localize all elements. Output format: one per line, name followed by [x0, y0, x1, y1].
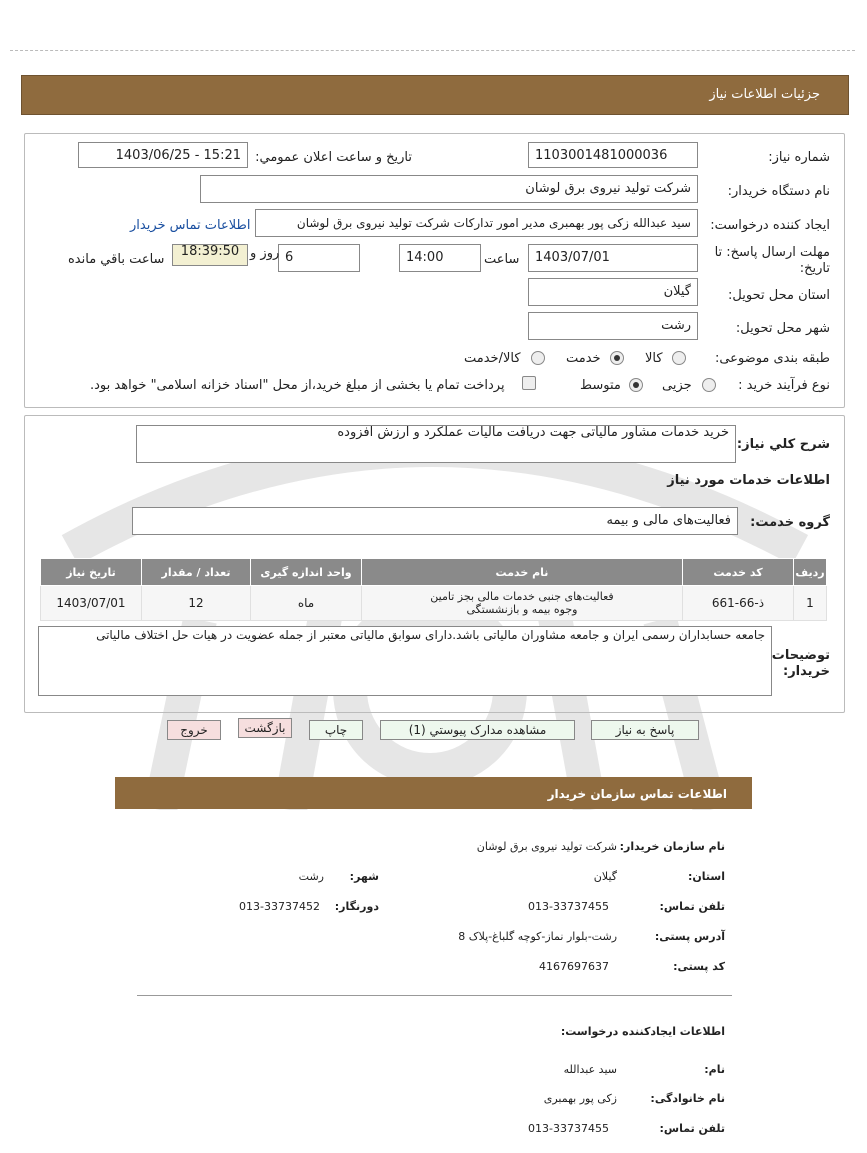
- col-qty-header: تعداد / مقدار: [142, 559, 251, 586]
- category-option-goods-service: کالا/خدمت: [464, 351, 521, 366]
- treasury-payment-note: پرداخت تمام یا بخشی از مبلغ خرید،از محل "اسناد خزانه اسلامی" خواهد بود.: [90, 378, 505, 393]
- buyer-contact-link[interactable]: اطلاعات تماس خريدار: [130, 218, 251, 233]
- days-label: روز و: [250, 246, 280, 261]
- cell-row: 1: [794, 586, 827, 621]
- services-heading: اطلاعات خدمات مورد نياز: [667, 473, 830, 488]
- buyer-org-label: نام دستگاه خريدار:: [727, 184, 830, 199]
- contact-province-label: استان:: [688, 870, 725, 883]
- hour-label: ساعت: [484, 252, 520, 267]
- contact-city-value: رشت: [298, 870, 324, 883]
- buyer-org-field: شرکت تولید نیروی برق لوشان: [200, 175, 698, 203]
- process-radio-minor[interactable]: [702, 378, 716, 392]
- creator-phone-label: تلفن تماس:: [659, 1122, 725, 1135]
- creator-name-label: نام:: [704, 1063, 725, 1076]
- province-label: استان محل تحويل:: [728, 288, 830, 303]
- days-field: 6: [278, 244, 360, 272]
- page-header: [21, 75, 849, 115]
- category-radio-goods[interactable]: [672, 351, 686, 365]
- category-option-goods: کالا: [645, 351, 663, 366]
- col-name-header: نام خدمت: [362, 559, 683, 586]
- print-button[interactable]: چاپ: [309, 720, 363, 740]
- process-label: نوع فرآیند خرید :: [738, 378, 830, 393]
- creator-label: ايجاد کننده درخواست:: [710, 218, 830, 233]
- service-group-label: گروه خدمت:: [750, 515, 830, 530]
- col-unit-header: واحد اندازه گیری: [251, 559, 362, 586]
- contact-address-label: آدرس پستی:: [654, 930, 725, 943]
- contact-org-value: شرکت تولید نیروی برق لوشان: [476, 840, 617, 853]
- category-radio-goods-service[interactable]: [531, 351, 545, 365]
- contact-divider: [137, 995, 732, 996]
- col-row-header: ردیف: [794, 559, 827, 586]
- contact-province-value: گیلان: [593, 870, 617, 883]
- need-number-label: شماره نیاز:: [768, 150, 830, 165]
- exit-button[interactable]: خروج: [167, 720, 221, 740]
- col-date-header: تاریخ نیاز: [41, 559, 142, 586]
- city-label: شهر محل تحويل:: [735, 321, 830, 336]
- remaining-time-field: 18:39:50: [172, 244, 248, 266]
- summary-label: شرح کلي نياز:: [736, 437, 830, 452]
- cell-date: 1403/07/01: [41, 586, 142, 621]
- page-title: جزئيات اطلاعات نیاز: [709, 87, 820, 102]
- process-radio-medium[interactable]: [629, 378, 643, 392]
- city-field: رشت: [528, 312, 698, 340]
- creator-info-heading: اطلاعات ایجادکننده درخواست:: [560, 1025, 725, 1038]
- process-option-medium: متوسط: [580, 378, 621, 393]
- cell-qty: 12: [142, 586, 251, 621]
- contact-fax-value: 013-33737452: [239, 900, 320, 913]
- buyer-notes-label: توضیحات خریدار:: [771, 648, 830, 679]
- announce-label: تاریخ و ساعت اعلان عمومي:: [255, 150, 412, 165]
- creator-phone-value: 013-33737455: [528, 1122, 609, 1135]
- top-divider: [10, 50, 855, 51]
- creator-name-value: سید عبدالله: [563, 1063, 617, 1076]
- cell-unit: ماه: [251, 586, 362, 621]
- creator-family-value: زکی پور بهمبری: [543, 1092, 617, 1105]
- deadline-date-field: 1403/07/01: [528, 244, 698, 272]
- service-group-field: فعالیت‌های مالی و بیمه: [132, 507, 738, 535]
- services-table: [40, 558, 827, 621]
- contact-org-label: نام سازمان خریدار:: [619, 840, 725, 853]
- cell-name: فعالیت‌های جنبی خدمات مالی بجز تامین وجوه بیمه و بازنشستگی: [362, 586, 683, 621]
- summary-field: خرید خدمات مشاور مالیاتی جهت دریافت مالیات عملکرد و ارزش افزوده: [136, 425, 736, 463]
- category-option-service: خدمت: [566, 351, 601, 366]
- contact-city-label: شهر:: [349, 870, 379, 883]
- buyer-contact-title: اطلاعات تماس سازمان خریدار: [547, 787, 727, 801]
- announce-field: 1403/06/25 - 15:21: [78, 142, 248, 168]
- treasury-payment-checkbox[interactable]: [522, 376, 536, 390]
- contact-fax-label: دورنگار:: [334, 900, 379, 913]
- contact-postal-label: کد پستی:: [673, 960, 725, 973]
- contact-postal-value: 4167697637: [539, 960, 609, 973]
- category-radio-service[interactable]: [610, 351, 624, 365]
- cell-code: ذ-66-661: [683, 586, 794, 621]
- category-label: طبقه بندی موضوعی:: [714, 351, 830, 366]
- attachments-button[interactable]: مشاهده مدارک پیوستي (1): [380, 720, 575, 740]
- deadline-time-field: 14:00: [399, 244, 481, 272]
- remaining-label: ساعت باقي مانده: [68, 252, 165, 267]
- reply-button[interactable]: پاسخ به نیاز: [591, 720, 699, 740]
- back-button[interactable]: بازگشت: [238, 718, 292, 738]
- province-field: گیلان: [528, 278, 698, 306]
- contact-address-value: رشت-بلوار نماز-کوچه گلباغ-پلاک 8: [458, 930, 617, 943]
- creator-field: سید عبدالله زکی پور بهمبری مدیر امور تدارکات شرکت تولید نیروی برق لوشان: [255, 209, 698, 237]
- contact-phone-value: 013-33737455: [528, 900, 609, 913]
- process-option-minor: جزیی: [662, 378, 692, 393]
- table-header-row: [41, 559, 827, 586]
- need-number-field: 1103001481000036: [528, 142, 698, 168]
- buyer-contact-header: [115, 777, 752, 809]
- contact-phone-label: تلفن تماس:: [659, 900, 725, 913]
- table-row: [41, 586, 827, 621]
- creator-family-label: نام خانوادگی:: [650, 1092, 725, 1105]
- col-code-header: کد خدمت: [683, 559, 794, 586]
- deadline-label: مهلت ارسال پاسخ: تا تاریخ:: [714, 245, 830, 276]
- buyer-notes-field: جامعه حسابداران رسمی ایران و جامعه مشاوران مالیاتی باشد.دارای سوابق مالیاتی معتبر از جمله عضویت در هیات حل اختلاف مالیاتی: [38, 626, 772, 696]
